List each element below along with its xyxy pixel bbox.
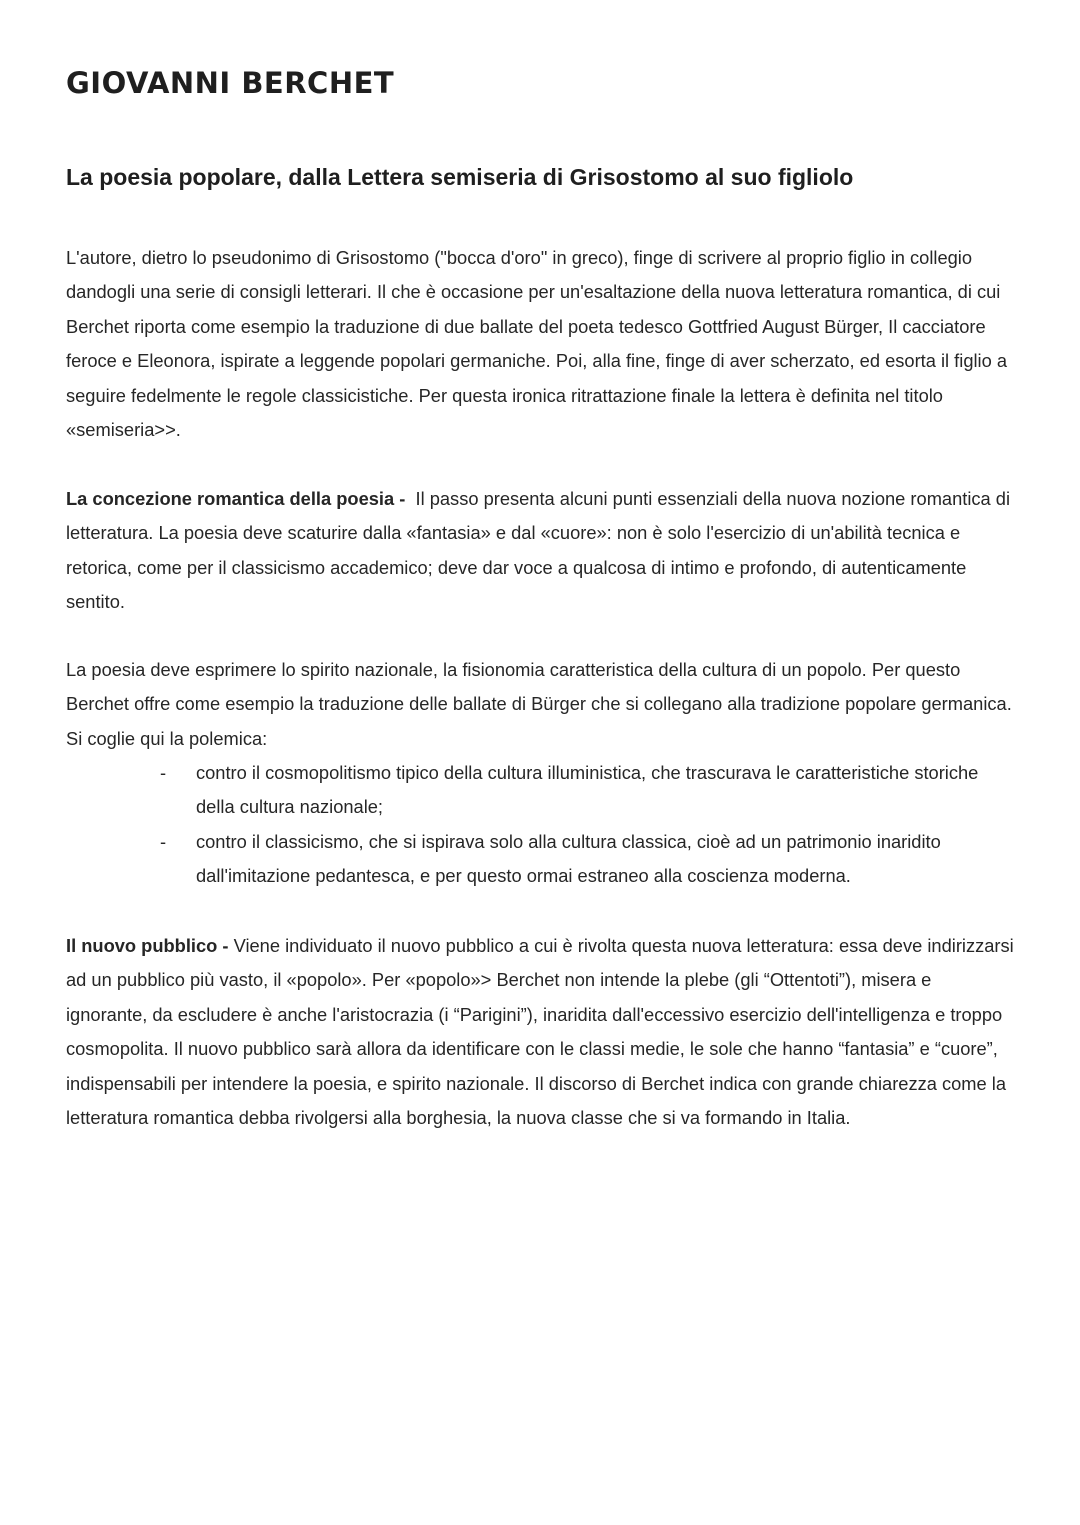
list-bullet-marker: - (160, 762, 167, 783)
romantic-conception-heading: La concezione romantica della poesia - (66, 488, 406, 509)
list-item-text: contro il classicismo, che si ispirava solo alla cultura classica, cioè ad un patrimonio inaridito dall'imitazione pedantesca, e per questo ormai estraneo alla coscienza moderna. (196, 830, 941, 887)
list-item-text: contro il cosmopolitismo tipico della cultura illuministica, che trascurava le caratteristiche storiche della cultura nazionale; (196, 762, 979, 818)
national-spirit-paragraph: La poesia deve esprimere lo spirito nazionale, la fisionomia caratteristica della cultura di un popolo. Per questo Berchet offre come esempio la traduzione delle ballate di Bürger che si collegano alla tradizione popolare germanica. Si coglie qui la polemica: (66, 659, 1012, 749)
list-item (160, 756, 1020, 825)
list-bullet-marker: - (160, 830, 167, 852)
list-item (160, 825, 1020, 894)
romantic-conception-paragraph (66, 482, 1016, 620)
intro-paragraph: L'autore, dietro lo pseudonimo di Grisostomo ("bocca d'oro" in greco), finge di scrivere al proprio figlio in collegio dandogli una serie di consigli letterari. Il che è occasione per un'esaltazione della nuova letteratura romantica, di cui Berchet riporta come esempio la traduzione di due ballate del poeta tedesco Gottfried August Bürger, Il cacciatore feroce e Eleonora, ispirate a leggende popolari germaniche. Poi, alla fine, finge di aver scherzato, ed esorta il figlio a seguire fedelmente le regole classicistiche. Per questa ironica ritrattazione finale la lettera è definita nel titolo «semiseria>>. (66, 247, 1008, 441)
romantic-conception-body: Il passo presenta alcuni punti essenziali della nuova nozione romantica di letteratura. La poesia deve scaturire dalla «fantasia» e dal «cuore»: non è solo l'esercizio di un'abilità tecnica e retorica, come per il classicismo accademico; deve dar voce a qualcosa di intimo e profondo, di autenticamente sentito. (66, 488, 1011, 613)
new-public-body: Viene individuato il nuovo pubblico a cui è rivolta questa nuova letteratura: essa deve indirizzarsi ad un pubblico più vasto, il «popolo». Per «popolo»> Berchet non intende la plebe (gli “Ottentoti”), misera e ignorante, da escludere è anche l'aristocrazia (i “Parigini”), inaridita dall'eccessivo esercizio dell'intelligenza e troppo cosmopolita. Il nuovo pubblico sarà allora da identificare con le classi medie, le sole che hanno “fantasia” e “cuore”, indispensabili per intendere la poesia, e spirito nazionale. Il discorso di Berchet indica con grande chiarezza come la letteratura romantica debba rivolgersi alla borghesia, la nuova classe che si va formando in Italia. (66, 935, 1014, 1129)
page-subtitle: La poesia popolare, dalla Lettera semiseria di Grisostomo al suo figliolo (66, 164, 854, 190)
new-public-heading: Il nuovo pubblico - (66, 935, 229, 956)
new-public-paragraph (66, 929, 1016, 1135)
page-title: GIOVANNI BERCHET (66, 66, 395, 100)
polemic-list (160, 756, 1020, 894)
